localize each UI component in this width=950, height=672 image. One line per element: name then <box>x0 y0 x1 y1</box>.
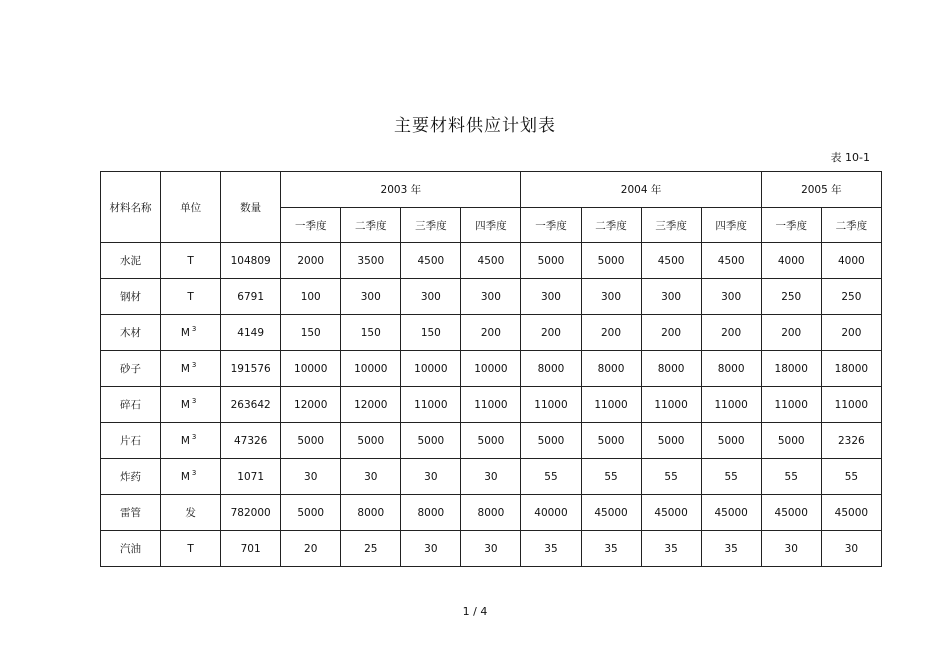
unit-symbol: M <box>180 326 190 339</box>
quarter-value-cell: 11000 <box>701 387 761 423</box>
quarter-value-cell: 300 <box>581 279 641 315</box>
quantity-cell: 701 <box>221 531 281 567</box>
table-number: 表 10-1 <box>830 151 870 164</box>
quarter-value-cell: 30 <box>461 459 521 495</box>
quarter-value-cell: 5000 <box>521 423 581 459</box>
header-year-2003: 2003 年 <box>281 172 521 208</box>
material-name-cell: 片石 <box>101 423 161 459</box>
material-supply-table <box>100 171 882 567</box>
quarter-value-cell: 300 <box>341 279 401 315</box>
quarter-value-cell: 5000 <box>761 423 821 459</box>
quarter-value-cell: 18000 <box>821 351 881 387</box>
unit-symbol: T <box>187 290 194 303</box>
quarter-value-cell: 5000 <box>281 495 341 531</box>
quarter-value-cell: 8000 <box>641 351 701 387</box>
quarter-value-cell: 55 <box>581 459 641 495</box>
quarter-value-cell: 300 <box>461 279 521 315</box>
quarter-value-cell: 3500 <box>341 243 401 279</box>
unit-symbol: T <box>187 254 194 267</box>
material-name-cell: 碎石 <box>101 387 161 423</box>
header-quarter: 四季度 <box>701 208 761 243</box>
quarter-value-cell: 300 <box>521 279 581 315</box>
quantity-cell: 6791 <box>221 279 281 315</box>
material-name-cell: 雷管 <box>101 495 161 531</box>
quarter-value-cell: 45000 <box>581 495 641 531</box>
quarter-value-cell: 55 <box>761 459 821 495</box>
quarter-value-cell: 5000 <box>701 423 761 459</box>
quarter-value-cell: 12000 <box>341 387 401 423</box>
quarter-value-cell: 5000 <box>641 423 701 459</box>
quarter-value-cell: 200 <box>701 315 761 351</box>
quarter-value-cell: 11000 <box>461 387 521 423</box>
quarter-value-cell: 200 <box>761 315 821 351</box>
quarter-value-cell: 5000 <box>401 423 461 459</box>
quarter-value-cell: 55 <box>521 459 581 495</box>
quarter-value-cell: 25 <box>341 531 401 567</box>
table-row <box>101 351 882 387</box>
unit-cell <box>161 351 221 387</box>
quarter-value-cell: 5000 <box>281 423 341 459</box>
quarter-value-cell: 45000 <box>701 495 761 531</box>
quarter-value-cell: 5000 <box>581 243 641 279</box>
quarter-value-cell: 4000 <box>761 243 821 279</box>
header-quarter: 一季度 <box>521 208 581 243</box>
quantity-cell: 191576 <box>221 351 281 387</box>
quarter-value-cell: 30 <box>341 459 401 495</box>
quarter-value-cell: 35 <box>581 531 641 567</box>
quarter-value-cell: 8000 <box>461 495 521 531</box>
header-year-2005: 2005 年 <box>761 172 881 208</box>
quarter-value-cell: 45000 <box>641 495 701 531</box>
unit-cell <box>161 495 221 531</box>
quarter-value-cell: 18000 <box>761 351 821 387</box>
quarter-value-cell: 2000 <box>281 243 341 279</box>
quarter-value-cell: 8000 <box>521 351 581 387</box>
unit-symbol: M <box>180 434 190 447</box>
quarter-value-cell: 8000 <box>401 495 461 531</box>
header-quarter: 三季度 <box>401 208 461 243</box>
unit-symbol: T <box>187 542 194 555</box>
unit-symbol: M <box>180 470 190 483</box>
quarter-value-cell: 150 <box>401 315 461 351</box>
material-name-cell: 汽油 <box>101 531 161 567</box>
quarter-value-cell: 8000 <box>341 495 401 531</box>
quarter-value-cell: 11000 <box>761 387 821 423</box>
quarter-value-cell: 5000 <box>521 243 581 279</box>
unit-cell <box>161 423 221 459</box>
quarter-value-cell: 10000 <box>401 351 461 387</box>
unit-superscript: 3 <box>191 324 197 333</box>
material-name-cell: 钢材 <box>101 279 161 315</box>
quarter-value-cell: 300 <box>401 279 461 315</box>
quarter-value-cell: 2326 <box>821 423 881 459</box>
quarter-value-cell: 10000 <box>461 351 521 387</box>
quarter-value-cell: 35 <box>521 531 581 567</box>
material-name-cell: 水泥 <box>101 243 161 279</box>
quarter-value-cell: 200 <box>641 315 701 351</box>
quarter-value-cell: 150 <box>281 315 341 351</box>
table-row <box>101 531 882 567</box>
quarter-value-cell: 250 <box>821 279 881 315</box>
header-quarter: 二季度 <box>821 208 881 243</box>
table-row <box>101 387 882 423</box>
header-quantity: 数量 <box>221 172 281 243</box>
unit-cell <box>161 279 221 315</box>
quarter-value-cell: 11000 <box>521 387 581 423</box>
quantity-cell: 104809 <box>221 243 281 279</box>
table-row <box>101 423 882 459</box>
quarter-value-cell: 12000 <box>281 387 341 423</box>
header-material-name: 材料名称 <box>101 172 161 243</box>
unit-superscript: 3 <box>191 396 197 405</box>
quarter-value-cell: 250 <box>761 279 821 315</box>
unit-symbol: M <box>180 398 190 411</box>
quarter-value-cell: 11000 <box>821 387 881 423</box>
unit-cell <box>161 243 221 279</box>
quarter-value-cell: 4500 <box>461 243 521 279</box>
quantity-cell: 782000 <box>221 495 281 531</box>
quarter-value-cell: 300 <box>701 279 761 315</box>
quarter-value-cell: 200 <box>521 315 581 351</box>
page-number: 1 / 4 <box>462 605 488 618</box>
unit-symbol: 发 <box>185 507 196 519</box>
quarter-value-cell: 200 <box>821 315 881 351</box>
header-year-2004: 2004 年 <box>521 172 761 208</box>
quarter-value-cell: 4500 <box>701 243 761 279</box>
quarter-value-cell: 45000 <box>761 495 821 531</box>
header-quarter: 二季度 <box>581 208 641 243</box>
quarter-value-cell: 5000 <box>581 423 641 459</box>
quarter-value-cell: 8000 <box>701 351 761 387</box>
table-row <box>101 315 882 351</box>
quarter-value-cell: 11000 <box>401 387 461 423</box>
material-name-cell: 木材 <box>101 315 161 351</box>
quarter-value-cell: 55 <box>821 459 881 495</box>
unit-superscript: 3 <box>191 360 197 369</box>
header-quarter: 二季度 <box>341 208 401 243</box>
header-unit: 单位 <box>161 172 221 243</box>
table-row <box>101 243 882 279</box>
quarter-value-cell: 11000 <box>641 387 701 423</box>
quarter-value-cell: 35 <box>701 531 761 567</box>
quarter-value-cell: 30 <box>821 531 881 567</box>
quarter-value-cell: 55 <box>701 459 761 495</box>
quarter-value-cell: 100 <box>281 279 341 315</box>
unit-superscript: 3 <box>191 468 197 477</box>
quarter-value-cell: 4500 <box>401 243 461 279</box>
quarter-value-cell: 10000 <box>281 351 341 387</box>
unit-symbol: M <box>180 362 190 375</box>
quarter-value-cell: 40000 <box>521 495 581 531</box>
quarter-value-cell: 150 <box>341 315 401 351</box>
quarter-value-cell: 45000 <box>821 495 881 531</box>
quantity-cell: 4149 <box>221 315 281 351</box>
quantity-cell: 263642 <box>221 387 281 423</box>
quarter-value-cell: 35 <box>641 531 701 567</box>
unit-cell <box>161 531 221 567</box>
quarter-value-cell: 200 <box>581 315 641 351</box>
header-quarter: 一季度 <box>281 208 341 243</box>
header-row-years <box>101 172 882 208</box>
unit-cell <box>161 315 221 351</box>
page-title: 主要材料供应计划表 <box>394 116 556 136</box>
header-quarter: 三季度 <box>641 208 701 243</box>
material-name-cell: 砂子 <box>101 351 161 387</box>
table-row <box>101 495 882 531</box>
header-quarter: 一季度 <box>761 208 821 243</box>
quantity-cell: 1071 <box>221 459 281 495</box>
quarter-value-cell: 200 <box>461 315 521 351</box>
unit-cell <box>161 387 221 423</box>
unit-superscript: 3 <box>191 432 197 441</box>
quarter-value-cell: 5000 <box>341 423 401 459</box>
quarter-value-cell: 8000 <box>581 351 641 387</box>
quarter-value-cell: 4500 <box>641 243 701 279</box>
quarter-value-cell: 11000 <box>581 387 641 423</box>
quarter-value-cell: 30 <box>761 531 821 567</box>
quarter-value-cell: 10000 <box>341 351 401 387</box>
quarter-value-cell: 30 <box>401 459 461 495</box>
quarter-value-cell: 30 <box>461 531 521 567</box>
quantity-cell: 47326 <box>221 423 281 459</box>
table-row <box>101 459 882 495</box>
quarter-value-cell: 4000 <box>821 243 881 279</box>
material-name-cell: 炸药 <box>101 459 161 495</box>
header-quarter: 四季度 <box>461 208 521 243</box>
quarter-value-cell: 55 <box>641 459 701 495</box>
unit-cell <box>161 459 221 495</box>
quarter-value-cell: 30 <box>401 531 461 567</box>
quarter-value-cell: 300 <box>641 279 701 315</box>
table-row <box>101 279 882 315</box>
quarter-value-cell: 5000 <box>461 423 521 459</box>
quarter-value-cell: 30 <box>281 459 341 495</box>
quarter-value-cell: 20 <box>281 531 341 567</box>
